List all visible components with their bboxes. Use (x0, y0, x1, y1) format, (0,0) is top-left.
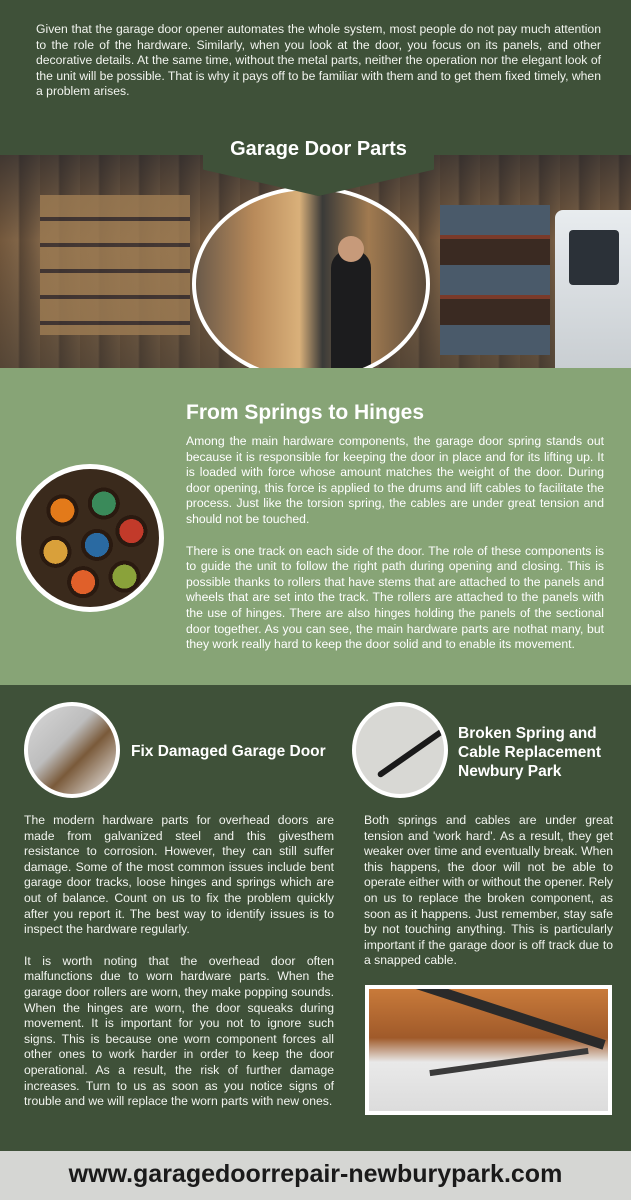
cable-circle-photo (352, 702, 448, 798)
broken-spring-title-line-1: Broken Spring and (458, 725, 597, 742)
van (555, 210, 631, 368)
footer (0, 1151, 631, 1200)
broken-spring-title-line-3: Newbury Park (458, 763, 562, 780)
intro-text: Given that the garage door opener automates the whole system, most people do not pay much attention to the role of the hardware. Similarly, when you look at the door, you focus on its panels, and other decorative details. At the same time, without the metal parts, neither the operation nor the elegant look of the unit will be possible. That is why it pays off to be familiar with them and to get them fixed timely, when a problem arises. (36, 22, 601, 99)
ceiling-rail (429, 1048, 588, 1076)
technician-head (338, 236, 364, 262)
springs-circle-photo (16, 464, 164, 612)
left-paragraph-1: The modern hardware parts for overhead doors are made from galvanized steel and this givesthem resistance to corrosion. However, they can still suffer damage. Some of the most common issues include bent garage door tracks, loose hinges and springs which are out of balance. Count on us to fix the problem quickly after you report it. The best way to identify issues is to inspect the hardware regularly. (24, 813, 334, 937)
right-column-text (364, 813, 613, 985)
technician-figure (331, 250, 371, 380)
broken-spring-title (458, 724, 601, 781)
ceiling-beam (412, 985, 605, 1050)
springs-body (186, 434, 604, 669)
banner-title: Garage Door Parts (230, 138, 407, 160)
footer-url[interactable]: www.garagedoorrepair-newburypark.com (68, 1160, 563, 1188)
damaged-door-circle-photo (24, 702, 120, 798)
garage-ceiling-photo (365, 985, 612, 1115)
springs-paragraph-1: Among the main hardware components, the garage door spring stands out because it is responsible for keeping the door in place and for its lifting up. It is loaded with force whose amount matches the weight of the door. During door opening, this force is applied to the drums and lift cables to facilitate the process. Just like the torsion spring, the cables are under great tension and should not be touched. (186, 434, 604, 526)
broken-spring-title-line-2: Cable Replacement (458, 744, 601, 761)
cable-shape (377, 728, 446, 779)
left-column-text (24, 813, 334, 1126)
left-paragraph-2: It is worth noting that the overhead door often malfunctions due to worn hardware parts. When the garage door rollers are worn, they make popping sounds. When the hinges are worn, the door squeaks during movement. It is important for you not to ignore such signs. This is because one worn component forces all other ones to work harder in order to keep the door operational. As a result, the risk of further damage increases. Turn to us as soon as you notice signs of trouble and we will replace the worn parts with new ones. (24, 953, 334, 1109)
right-paragraph: Both springs and cables are under great tension and 'work hard'. As a result, they get weaker over time and eventually break. When this happens, the door will not be able to operate either with or without the opener. Rely on us to replace the broken component, as soon as it happens. Just remember, stay safe by not touching anything. This is particularly important if the garage door is off track due to a snapped cable. (364, 813, 613, 968)
van-window (569, 230, 619, 285)
title-banner (203, 108, 434, 196)
springs-heading: From Springs to Hinges (186, 401, 425, 424)
shelving-right (440, 205, 550, 355)
springs-paragraph-2: There is one track on each side of the door. The role of these components is to guide the unit to follow the right path during opening and closing. This is possible thanks to rollers that have stems that are attached to the panels and wheels that are set into the track. The rollers are attached to the panels with the use of hinges. There are also hinges holding the panels of the sectional door together. As you can see, the main hardware parts are nothat many, but they work really hard to keep the door solid and to enable its movement. (186, 543, 604, 652)
technician-circle-photo (192, 186, 430, 382)
shelving-left (40, 195, 190, 335)
fix-damaged-title: Fix Damaged Garage Door (131, 743, 326, 760)
